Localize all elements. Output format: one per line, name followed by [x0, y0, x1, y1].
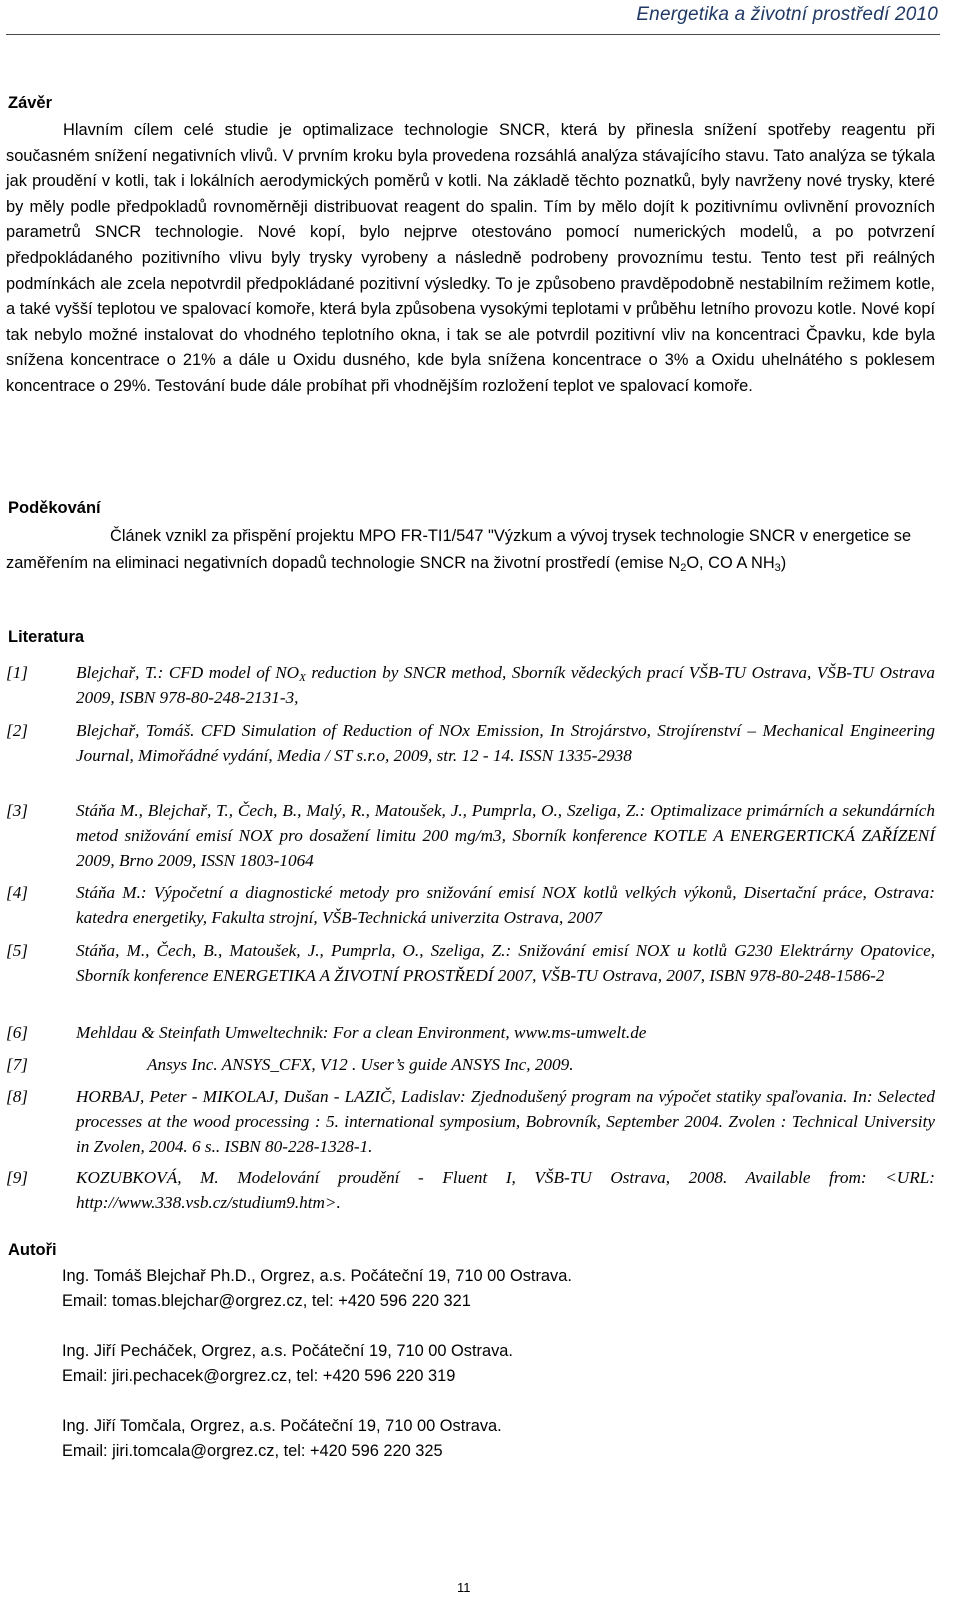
- reference-text: Stáňa M.: Výpočetní a diagnostické metody pro snižování emisí NOX kotlů velkých výkonů, Disertační práce, Ostrava: katedra energetiky, Fakulta strojní, VŠB-Technická univerzita Ostrava, 2007: [76, 883, 935, 927]
- reference-item: [6, 1052, 935, 1077]
- reference-number: [2]: [6, 721, 28, 740]
- reference-item: [6, 798, 935, 873]
- reference-text: Mehldau & Steinfath Umweltechnik: For a clean Environment, www.ms-umwelt.de: [76, 1023, 647, 1042]
- reference-number: [7]: [6, 1055, 28, 1074]
- reference-text: Blejchař, T.: CFD model of $NO_X$ reduction by SNCR method, Sborník vědeckých prací VŠB-TU Ostrava, VŠB-TU Ostrava 2009, ISBN 978-80-248-2131-3,: [76, 663, 936, 707]
- reference-item: [6, 880, 935, 930]
- reference-number: [3]: [6, 801, 28, 820]
- header-divider: [6, 34, 940, 35]
- reference-text: Blejchař, Tomáš. CFD Simulation of Reduction of NOx Emission, In Strojárstvo, Strojírenství – Mechanical Engineering Journal, Mimořádné vydání, Media / ST s.r.o, 2009, str. 12 - 14. ISSN 1335-2938: [76, 721, 935, 765]
- author-line: Email: tomas.blejchar@orgrez.cz, tel: +420 596 220 321: [62, 1292, 471, 1310]
- references-heading: Literatura: [8, 628, 85, 646]
- reference-item: [6, 1084, 935, 1159]
- reference-text: Ansys Inc. ANSYS_CFX, V12 . User’s guide ANSYS Inc, 2009.: [147, 1055, 574, 1074]
- running-header: Energetika a životní prostředí 2010: [636, 4, 938, 25]
- reference-number: [5]: [6, 941, 28, 960]
- author-line: Ing. Tomáš Blejchař Ph.D., Orgrez, a.s. Počáteční 19, 710 00 Ostrava.: [62, 1267, 572, 1285]
- reference-item: [6, 718, 935, 768]
- reference-item: [6, 660, 935, 710]
- reference-text: Stáňa M., Blejchař, T., Čech, B., Malý, R., Matoušek, J., Pumprla, O., Szeliga, Z.: Optimalizace primárních a sekundárních metod snižování emisí NOX pro dosažení limitu 200 mg/m3, Sborník konference KOTLE A ENERGERTICKÁ ZAŘÍZENÍ 2009, Brno 2009, ISSN 1803-1064: [76, 801, 935, 870]
- reference-number: [1]: [6, 663, 28, 682]
- page-number: 11: [457, 1580, 471, 1595]
- conclusion-paragraph: Hlavním cílem celé studie je optimalizace technologie SNCR, která by přinesla snížení spotřeby reagentu při současném snížení negativních vlivů. V prvním kroku byla provedena rozsáhlá analýza stávajícího stavu. Tato analýza se týkala jak proudění v kotli, tak i lokálních aerodymických poměrů v kotli. Na základě těchto poznatků, byly navrženy nové trysky, které by měly podle předpokladů rovnoměrněji distribuovat reagent do spalin. Tím by mělo dojít k pozitivnímu ovlivnění provozních parametrů SNCR technologie. Nové kopí, bylo nejprve otestováno pomocí numerických modelů, a po potvrzení předpokládaného pozitivního vlivu byly trysky vyrobeny a následně podrobeny provoznímu testu. Tento test při reálných podmínkách ale zcela nepotvrdil předpokládané pozitivní výsledky. To je způsobeno pravděpodobně nestabilním režimem kotle, a také vyšší teplotou ve spalovací komoře, která byla způsobena vysokými teplotami v průběhu letního provozu kotle. Nové kopí tak nebylo možné instalovat do vhodného teplotního okna, i tak se ale potvrdil pozitivní vliv na koncentraci Čpavku, kde byla snížena koncentrace o 21% a dále u Oxidu dusného, kde byla snížena koncentrace o 3% a Oxidu uhelnátého s poklesem koncentrace o 29%. Testování bude dále probíhat při vhodnějším rozložení teplot ve spalovací komoře.: [6, 121, 935, 395]
- author-line: Email: jiri.pechacek@orgrez.cz, tel: +420 596 220 319: [62, 1367, 456, 1385]
- reference-text: KOZUBKOVÁ, M. Modelování proudění - Fluent I, VŠB-TU Ostrava, 2008. Available from: <URL: http://www.338.vsb.cz/studium9.htm>.: [76, 1168, 935, 1212]
- reference-item: [6, 1020, 935, 1045]
- reference-text: Stáňa, M., Čech, B., Matoušek, J., Pumprla, O., Szeliga, Z.: Snižování emisí NOX u kotlů G230 Elektrárny Opatovice, Sborník konference ENERGETIKA A ŽIVOTNÍ PROSTŘEDÍ 2007, VŠB-TU Ostrava, 2007, ISBN 978-80-248-1586-2: [76, 941, 935, 985]
- author-line: Email: jiri.tomcala@orgrez.cz, tel: +420 596 220 325: [62, 1442, 443, 1460]
- reference-item: [6, 938, 935, 988]
- reference-number: [6]: [6, 1023, 28, 1042]
- reference-number: [4]: [6, 883, 28, 902]
- reference-item: [6, 1165, 935, 1215]
- author-line: Ing. Jiří Tomčala, Orgrez, a.s. Počáteční 19, 710 00 Ostrava.: [62, 1417, 502, 1435]
- authors-heading: Autoři: [8, 1241, 57, 1259]
- reference-number: [8]: [6, 1087, 28, 1106]
- acknowledgement-paragraph: Článek vznikl za přispění projektu MPO FR-TI1/547 "Výzkum a vývoj trysek technologie SNCR v energetice se zaměřením na eliminaci negativních dopadů technologie SNCR na životní prostředí (emise $N_2O$, CO A $NH_3$): [6, 527, 912, 574]
- acknowledgement-heading: Poděkování: [8, 499, 101, 517]
- author-line: Ing. Jiří Pecháček, Orgrez, a.s. Počáteční 19, 710 00 Ostrava.: [62, 1342, 513, 1360]
- reference-number: [9]: [6, 1168, 28, 1187]
- conclusion-heading: Závěr: [8, 94, 53, 112]
- reference-text: HORBAJ, Peter - MIKOLAJ, Dušan - LAZIČ, Ladislav: Zjednodušený program na výpočet statiky spaľovania. In: Selected processes at the wood processing : 5. international symposium, Bobrovník, September 2004. Zvolen : Technical University in Zvolen, 2004. 6 s.. ISBN 80-228-1328-1.: [76, 1087, 935, 1156]
